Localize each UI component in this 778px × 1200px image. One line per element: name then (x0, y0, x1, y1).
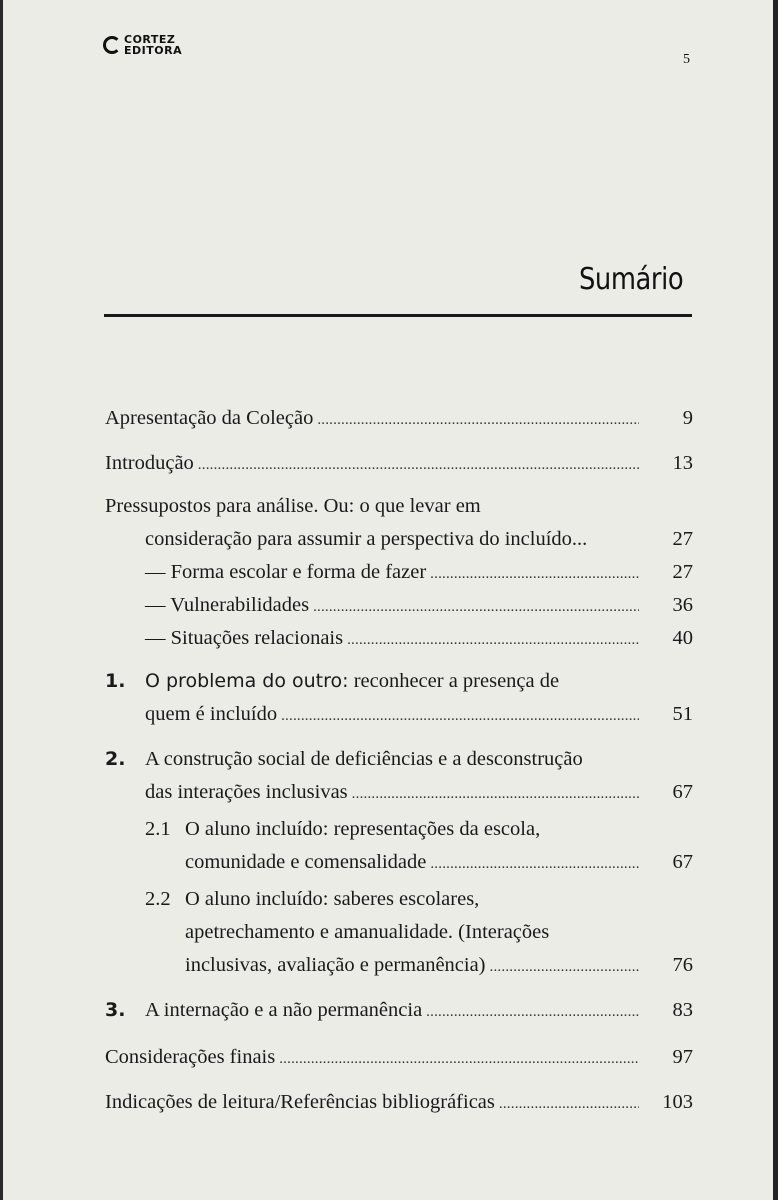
chapter-number: 3. (105, 999, 126, 1021)
toc-entry-text: Introdução (105, 452, 194, 474)
table-of-contents (105, 402, 693, 1119)
leader-dots (313, 589, 639, 624)
toc-entry-section-2-1[interactable] (105, 813, 693, 879)
toc-page-number: 97 (672, 1046, 693, 1068)
toc-entry-chapter-3[interactable] (105, 994, 693, 1027)
page-number: 5 (683, 52, 690, 67)
leader-dots (281, 698, 639, 733)
chapter-number: 1. (105, 670, 126, 692)
toc-entry-text-line-3: inclusivas, avaliação e permanência) (185, 954, 486, 976)
toc-entry-text: Indicações de leitura/Referências bibliográficas (105, 1091, 495, 1113)
toc-entry-chapter-2[interactable] (105, 743, 693, 809)
toc-page-number: 27 (672, 561, 693, 583)
toc-entry-text: — Vulnerabilidades (145, 594, 310, 616)
toc-page-number: 67 (672, 781, 693, 803)
toc-entry-text-line-2: consideração para assumir a perspectiva do incluído... (145, 528, 588, 550)
leader-dots (317, 402, 639, 437)
leader-dots (499, 1086, 639, 1121)
toc-entry-introducao[interactable] (105, 447, 693, 480)
section-number: 2.2 (145, 888, 171, 910)
toc-page-number: 27 (672, 528, 693, 550)
toc-page-number: 83 (672, 999, 693, 1021)
toc-entry-text-line-1: Pressupostos para análise. Ou: o que levar em (105, 495, 481, 517)
leader-dots (352, 776, 639, 811)
toc-entry-situacoes[interactable] (105, 622, 693, 655)
toc-entry-text-line-2: apetrechamento e amanualidade. (Interações (185, 921, 550, 943)
toc-page-number: 76 (672, 954, 693, 976)
toc-entry-consideracoes[interactable] (105, 1041, 693, 1074)
toc-page-number: 51 (672, 703, 693, 725)
toc-entry-text-line-1: A construção social de deficiências e a desconstrução (145, 748, 583, 770)
toc-entry-text-line-1: O aluno incluído: representações da escola, (185, 818, 541, 840)
publisher-logo-icon (103, 36, 121, 54)
toc-page-number: 67 (672, 851, 693, 873)
leader-dots (198, 447, 639, 482)
toc-entry-pressupostos[interactable] (105, 490, 693, 556)
logo-line-2: EDITORA (124, 44, 183, 57)
toc-entry-indicacoes[interactable] (105, 1086, 693, 1119)
toc-page-number: 36 (672, 594, 693, 616)
leader-dots (490, 949, 639, 984)
toc-entry-text-line-2: comunidade e comensalidade (185, 851, 427, 873)
toc-page-number: 103 (662, 1091, 693, 1113)
leader-dots (279, 1041, 639, 1076)
section-number: 2.1 (145, 818, 171, 840)
toc-entry-text: A internação e a não permanência (145, 999, 423, 1021)
leader-dots (347, 622, 639, 657)
toc-page-number: 13 (672, 452, 693, 474)
toc-entry-apresentacao[interactable] (105, 402, 693, 435)
leader-dots (426, 994, 639, 1029)
toc-page-number: 9 (682, 407, 693, 429)
leader-dots (430, 556, 639, 591)
chapter-title: O problema do outro: (145, 670, 349, 692)
toc-entry-forma-escolar[interactable] (105, 556, 693, 589)
toc-entry-text: — Forma escolar e forma de fazer (145, 561, 427, 583)
toc-entry-text: Considerações finais (105, 1046, 276, 1068)
toc-entry-text: Apresentação da Coleção (105, 407, 314, 429)
toc-entry-text-line-2: das interações inclusivas (145, 781, 348, 803)
toc-entry-text-line-1: O aluno incluído: saberes escolares, (185, 888, 480, 910)
title-rule (104, 314, 692, 317)
publisher-logo (103, 34, 182, 56)
toc-entry-text-line-1: reconhecer a presença de (348, 670, 560, 692)
leader-dots (430, 846, 639, 881)
toc-entry-chapter-1[interactable] (105, 665, 693, 731)
page-title: Sumário (578, 262, 683, 297)
toc-entry-text: — Situações relacionais (145, 627, 344, 649)
toc-page-number: 40 (672, 627, 693, 649)
logo-line-1: CORTEZ (124, 33, 176, 46)
chapter-number: 2. (105, 748, 126, 770)
toc-entry-text-line-2: quem é incluído (145, 703, 278, 725)
toc-entry-section-2-2[interactable] (105, 883, 693, 982)
toc-entry-vulnerabilidades[interactable] (105, 589, 693, 622)
